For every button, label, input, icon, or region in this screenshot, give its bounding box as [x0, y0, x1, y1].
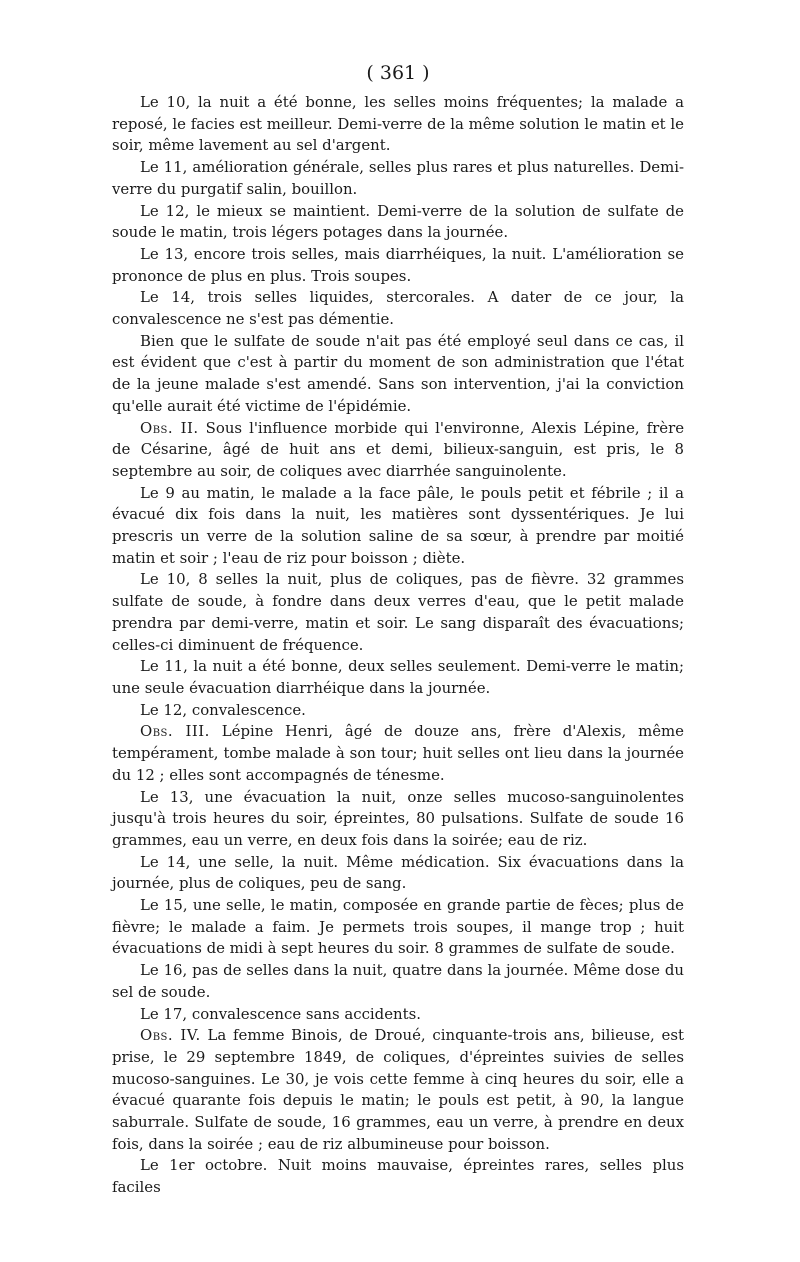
paragraph: Le 14, trois selles liquides, stercorales. A dater de ce jour, la convalescence ne s'est pas démentie.	[112, 288, 684, 329]
observation-label: Obs. II.	[140, 418, 199, 437]
paragraph: Le 17, convalescence sans accidents.	[140, 1004, 421, 1023]
observation-label: Obs. III.	[140, 722, 210, 741]
paragraph: Le 1er octobre. Nuit moins mauvaise, épreintes rares, selles plus faciles	[112, 1156, 684, 1197]
paragraph: Le 15, une selle, le matin, composée en grande partie de fèces; plus de fièvre; le malade a faim. Je permets trois soupes, il mange trop ; huit évacuations de midi à sept heures du soir. 8 grammes de sulfate de soude.	[112, 896, 684, 958]
paragraph: Le 13, encore trois selles, mais diarrhéiques, la nuit. L'amélioration se prononce de plus en plus. Trois soupes.	[112, 244, 684, 285]
observation-text: Lépine Henri, âgé de douze ans, frère d'Alexis, même tempérament, tombe malade à son tour; huit selles ont lieu dans la journée du 12 ; elles sont accompagnés de ténesme.	[112, 722, 684, 784]
observation-label: Obs. IV.	[140, 1026, 201, 1045]
paragraph: Bien que le sulfate de soude n'ait pas été employé seul dans ce cas, il est évident que c'est à partir du moment de son administration que l'état de la jeune malade s'est amendé. Sans son intervention, j'ai la conviction qu'elle aurait été victime de l'épidémie.	[112, 331, 684, 415]
book-page	[112, 60, 684, 1199]
observation-4	[112, 1025, 684, 1155]
paragraph: Le 11, la nuit a été bonne, deux selles seulement. Demi-verre le matin; une seule évacuation diarrhéique dans la journée.	[112, 657, 684, 697]
paragraph: Le 9 au matin, le malade a la face pâle, le pouls petit et fébrile ; il a évacué dix fois dans la nuit, les matières sont dyssentériques. Je lui prescris un verre de la solution saline de sa sœur, à prendre par moitié matin et soir ; l'eau de riz pour boisson ; diète.	[112, 483, 684, 567]
paragraph: Le 14, une selle, la nuit. Même médication. Six évacuations dans la journée, plus de coliques, peu de sang.	[112, 852, 684, 893]
page-number: ( 361 )	[366, 62, 430, 84]
paragraph: Le 12, le mieux se maintient. Demi-verre de la solution de sulfate de soude le matin, trois légers potages dans la journée.	[112, 201, 684, 242]
paragraph: Le 10, la nuit a été bonne, les selles moins fréquentes; la malade a reposé, le facies est meilleur. Demi-verre de la même solution le matin et le soir, même lavement au sel d'argent.	[112, 93, 684, 155]
paragraph: Le 12, convalescence.	[140, 700, 306, 719]
paragraph: Le 16, pas de selles dans la nuit, quatre dans la journée. Même dose du sel de soude.	[112, 961, 684, 1001]
observation-2	[112, 418, 684, 483]
paragraph: Le 13, une évacuation la nuit, onze selles mucoso-sanguinolentes jusqu'à trois heures du soir, épreintes, 80 pulsations. Sulfate de soude 16 grammes, eau un verre, en deux fois dans la soirée; eau de riz.	[112, 787, 684, 849]
paragraph: Le 11, amélioration générale, selles plus rares et plus naturelles. Demi-verre du purgatif salin, bouillon.	[112, 158, 684, 198]
observation-text: La femme Binois, de Droué, cinquante-trois ans, bilieuse, est prise, le 29 septembre 1849, de coliques, d'épreintes suivies de selles mucoso-sanguines. Le 30, je vois cette femme à cinq heures du soir, elle a évacué quarante fois depuis le matin; le pouls est petit, à 90, la langue saburrale. Sulfate de soude, 16 grammes, eau un verre, à prendre en deux fois, dans la soirée ; eau de riz albumineuse pour boisson.	[112, 1026, 684, 1153]
paragraph: Le 10, 8 selles la nuit, plus de coliques, pas de fièvre. 32 grammes sulfate de soude, à fondre dans deux verres d'eau, que le petit malade prendra par demi-verre, matin et soir. Le sang disparaît des évacuations; celles-ci diminuent de fréquence.	[112, 570, 684, 654]
observation-text: Sous l'influence morbide qui l'environne, Alexis Lépine, frère de Césarine, âgé de huit ans et demi, bilieux-sanguin, est pris, le 8 septembre au soir, de coliques avec diarrhée sanguinolente.	[112, 418, 685, 480]
observation-3	[112, 721, 684, 786]
